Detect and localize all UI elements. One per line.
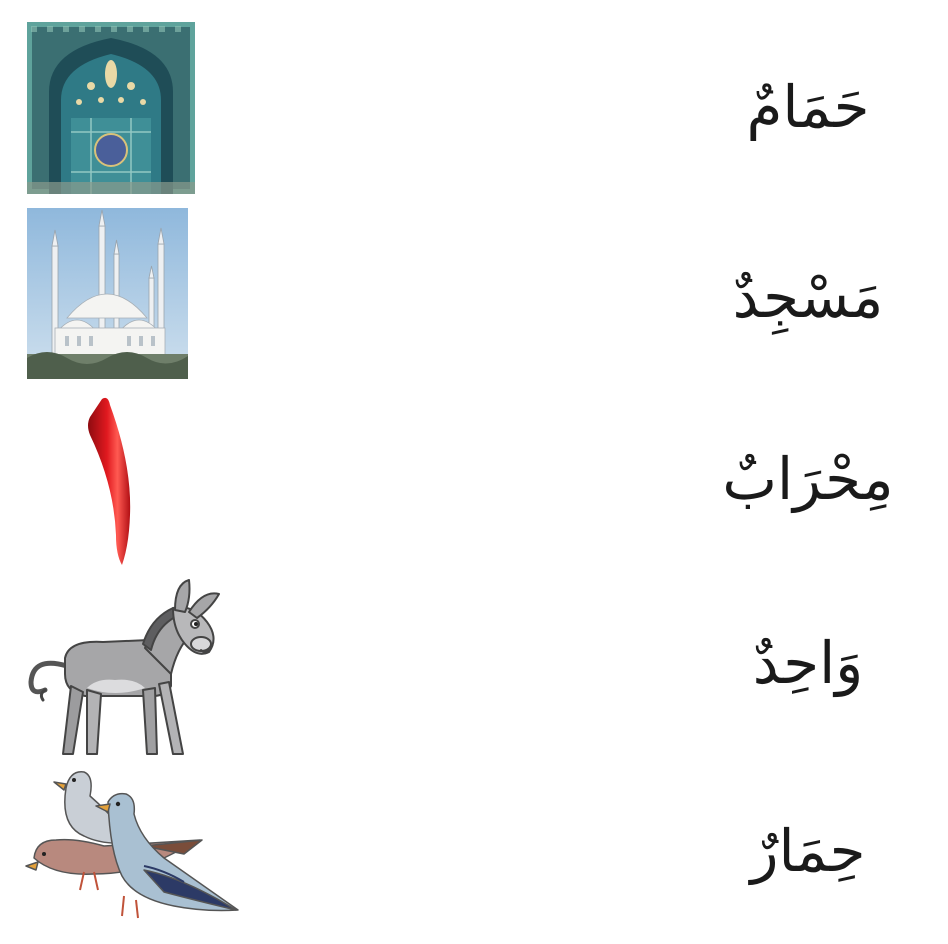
word-mihrab: مِحْرَابٌ bbox=[722, 445, 894, 513]
numeral-one bbox=[80, 395, 140, 567]
word-hamam: حَمَامٌ bbox=[746, 73, 870, 141]
pigeons-illustration bbox=[24, 766, 246, 922]
mihrab-photo bbox=[27, 22, 195, 194]
word-wahid: وَاحِدٌ bbox=[752, 629, 864, 697]
word-himar: حِمَارٌ bbox=[750, 817, 866, 885]
donkey-illustration bbox=[25, 578, 223, 758]
mosque-photo bbox=[27, 208, 188, 379]
word-masjid: مَسْجِدٌ bbox=[732, 263, 884, 331]
